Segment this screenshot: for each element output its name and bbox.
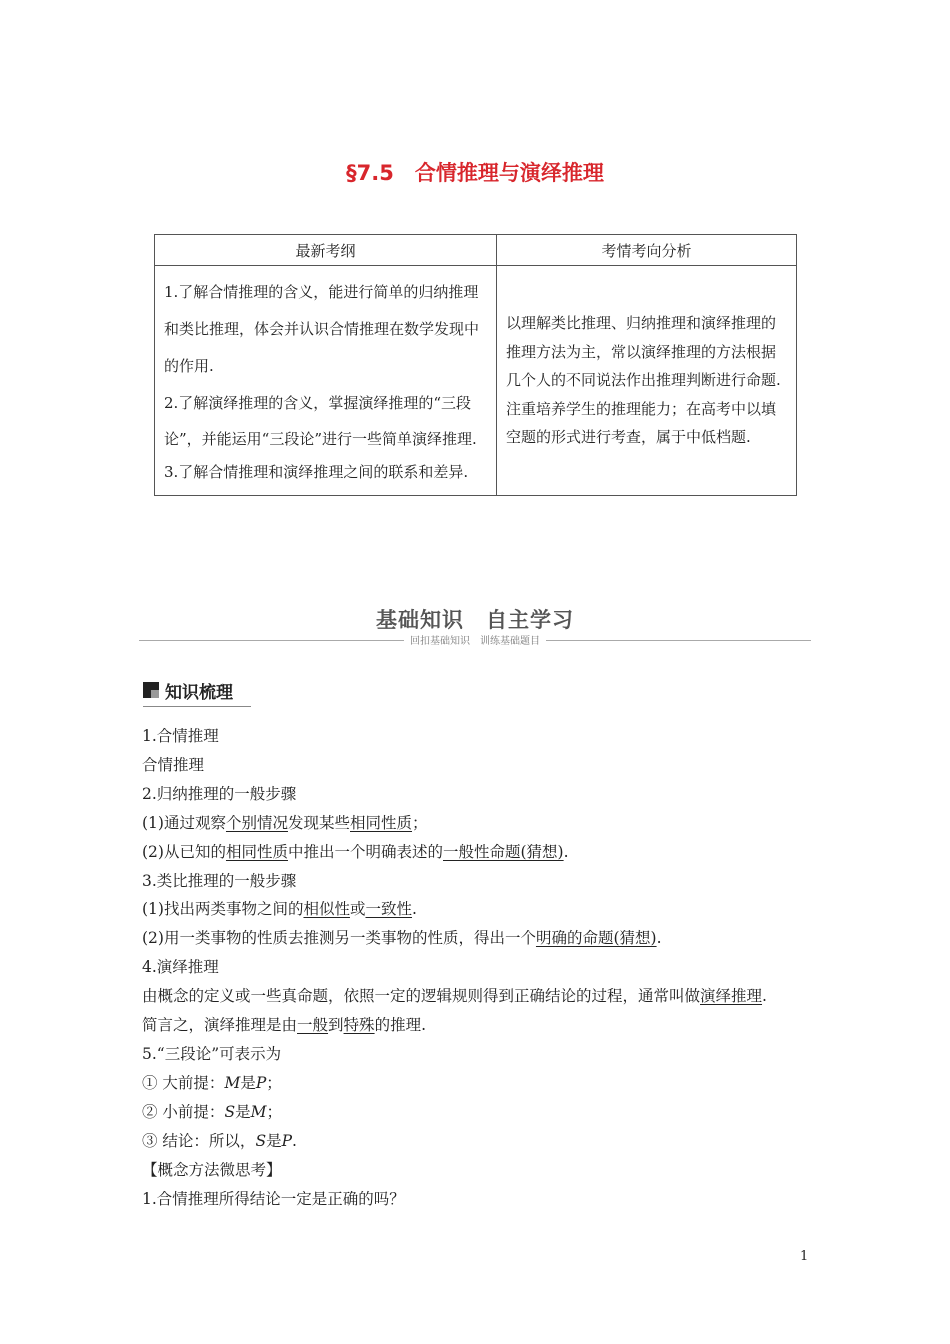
text-span: 是 <box>235 1102 251 1121</box>
text-line: 4.演绎推理 <box>142 958 219 977</box>
syllabus-item: 1.了解合情推理的含义，能进行简单的归纳推理和类比推理，体会并认识合情推理在数学发现中的作用. <box>164 283 480 375</box>
fill-answer: 特殊 <box>343 1016 375 1035</box>
syllabus-table <box>154 234 797 496</box>
text-span: . <box>292 1131 297 1150</box>
section-banner-title: 基础知识 自主学习 <box>376 608 574 632</box>
text-line <box>142 809 822 838</box>
fill-answer: 一般 <box>297 1016 329 1035</box>
text-line: 1.合情推理 <box>142 727 219 745</box>
text-line: 1.合情推理所得结论一定是正确的吗？ <box>142 1189 405 1208</box>
text-span: . <box>412 900 417 919</box>
text-line <box>142 1127 822 1156</box>
text-span: . <box>563 842 569 861</box>
text-line <box>142 924 822 953</box>
syllabus-cell <box>155 266 497 496</box>
text-span: ； <box>266 1073 282 1092</box>
text-span: ； <box>266 1102 282 1121</box>
fill-answer: 一般性命题(猜想) <box>443 842 564 861</box>
text-line: 【概念方法微思考】 <box>142 1160 282 1179</box>
text-line <box>142 982 822 1011</box>
fill-answer: 相同性质 <box>350 813 413 832</box>
math-var: S <box>224 1102 236 1121</box>
page-title: §7.5 合情推理与演绎推理 <box>346 161 604 185</box>
knowledge-content <box>142 722 822 1213</box>
math-var: S <box>255 1131 267 1150</box>
fill-answer: 相似性 <box>303 900 350 919</box>
text-line: 5.“三段论”可表示为 <box>142 1044 282 1063</box>
table-row <box>155 266 797 496</box>
text-span: (2)用一类事物的性质去推测另一类事物的性质，得出一个 <box>142 929 536 948</box>
math-var: P <box>281 1131 293 1150</box>
text-span: 中推出一个明确表述的 <box>287 842 443 861</box>
text-line <box>142 838 822 867</box>
section-banner-subtitle-wrap <box>0 632 950 647</box>
math-var: P <box>255 1073 267 1092</box>
analysis-cell: 以理解类比推理、归纳推理和演绎推理的推理方法为主，常以演绎推理的方法根据几个人的不同说法作出推理判断进行命题.注重培养学生的推理能力；在高考中以填空题的形式进行考查，属于中低档题. <box>497 266 797 496</box>
text-span: ② 小前提： <box>142 1102 225 1121</box>
fill-answer: 个别情况 <box>225 813 288 832</box>
page-number: 1 <box>800 1249 809 1264</box>
table-header-row <box>155 235 797 266</box>
table-header-right: 考情考向分析 <box>497 235 797 266</box>
text-span: ； <box>412 813 428 832</box>
text-span: ③ 结论：所以， <box>142 1131 256 1150</box>
text-span: 由概念的定义或一些真命题，依照一定的逻辑规则得到正确结论的过程，通常叫做 <box>142 987 701 1006</box>
syllabus-item: 2.了解演绎推理的含义，掌握演绎推理的“三段论”，并能运用“三段论”进行一些简单演绎推理. <box>164 394 477 448</box>
text-span: 是 <box>266 1131 282 1150</box>
fill-answer: 明确的命题(猜想) <box>535 929 657 948</box>
fill-answer: 一致性 <box>365 900 413 919</box>
text-span: (1)通过观察 <box>142 813 226 832</box>
text-span: 或 <box>349 900 366 919</box>
section-heading: 知识梳理 <box>165 683 233 703</box>
text-span: . <box>762 987 767 1006</box>
text-line: 3.类比推理的一般步骤 <box>142 871 297 890</box>
math-var: M <box>224 1073 241 1092</box>
table-header-left: 最新考纲 <box>155 235 497 266</box>
text-line <box>142 1069 822 1098</box>
text-span: 到 <box>328 1016 344 1035</box>
section-heading-underline <box>143 706 251 707</box>
text-span: 发现某些 <box>287 813 350 832</box>
fill-answer: 演绎推理 <box>700 987 763 1006</box>
text-line <box>142 1098 822 1127</box>
text-span: . <box>656 929 662 948</box>
section-square-icon <box>143 682 159 698</box>
text-span: 简言之，演绎推理是由 <box>142 1016 298 1035</box>
math-var: M <box>250 1102 267 1121</box>
syllabus-item: 3.了解合情推理和演绎推理之间的联系和差异. <box>164 463 469 481</box>
text-line <box>142 1011 822 1040</box>
section-banner-subtitle: 回扣基础知识 训练基础题目 <box>404 636 546 647</box>
text-span: 的推理. <box>374 1016 426 1035</box>
text-span: 是 <box>240 1073 256 1092</box>
text-span: (2)从已知的 <box>142 842 226 861</box>
text-span: (1)找出两类事物之间的 <box>142 900 304 919</box>
fill-answer: 相同性质 <box>225 842 288 861</box>
text-span: ① 大前提： <box>142 1073 225 1092</box>
text-line: 2.归纳推理的一般步骤 <box>142 784 297 803</box>
text-line <box>142 895 822 924</box>
text-line: 合情推理 <box>142 755 205 774</box>
